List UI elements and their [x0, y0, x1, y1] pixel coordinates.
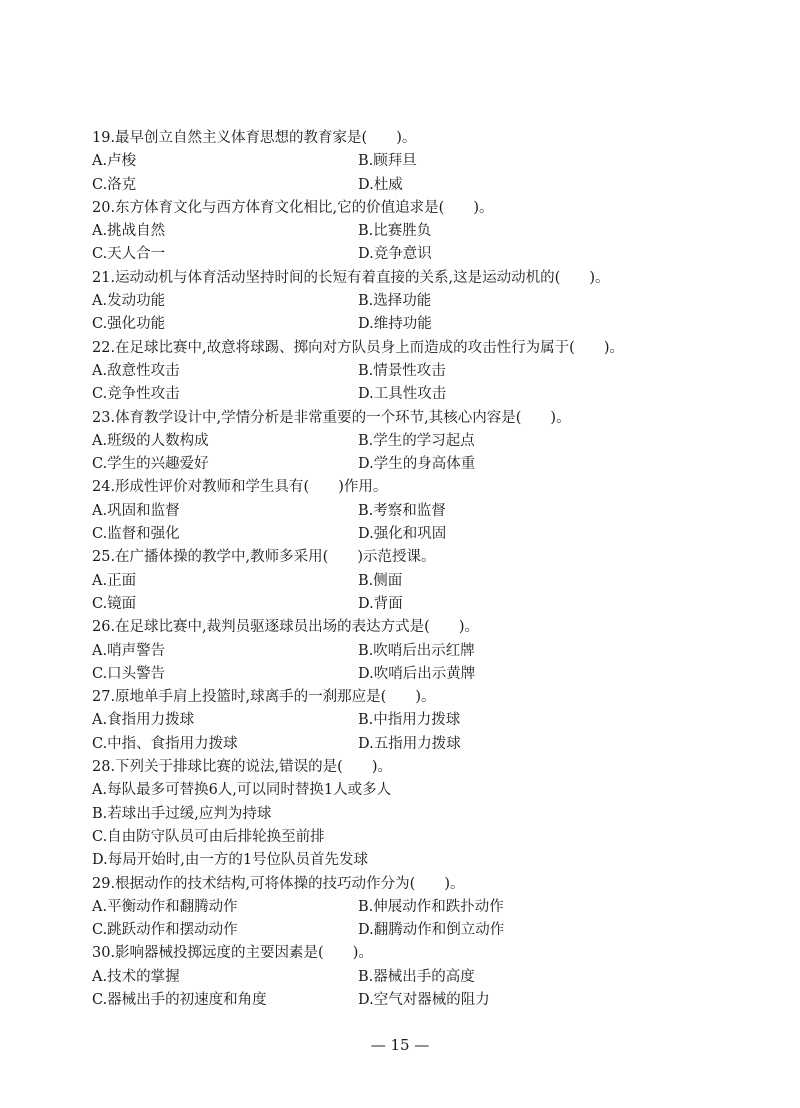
option-row [92, 500, 732, 523]
answer-option: B.侧面 [358, 572, 403, 589]
answer-option: B.选择功能 [358, 293, 432, 310]
question-stem: 21.运动动机与体育活动坚持时间的长短有着直接的关系,这是运动动机的( )。 [92, 269, 610, 286]
answer-option: D.维持功能 [358, 316, 432, 333]
option-row [92, 593, 732, 616]
answer-option: C.天人合一 [92, 246, 166, 263]
answer-option: C.学生的兴趣爱好 [92, 456, 209, 473]
option-row [92, 733, 732, 756]
option-row [92, 220, 732, 243]
question-stem: 30.影响器械投掷远度的主要因素是( )。 [92, 945, 373, 962]
answer-option: A.发动功能 [92, 293, 166, 310]
answer-option: B.若球出手过缓,应判为持球 [92, 805, 272, 822]
answer-option: A.平衡动作和翻腾动作 [92, 898, 238, 915]
answer-option: C.强化功能 [92, 316, 166, 333]
answer-option: D.杜威 [358, 176, 403, 193]
page-number: — 15 — [370, 1036, 430, 1054]
answer-option: D.吹哨后出示黄牌 [358, 665, 476, 682]
question-stem: 19.最早创立自然主义体育思想的教育家是( )。 [92, 130, 417, 146]
answer-option: D.翻腾动作和倒立动作 [358, 922, 505, 939]
option-row [92, 989, 732, 1012]
option-row [92, 919, 732, 942]
answer-option: D.背面 [358, 595, 403, 612]
question-stem: 25.在广播体操的教学中,教师多采用( )示范授课。 [92, 549, 436, 566]
answer-option: A.每队最多可替换6人,可以同时替换1人或多人 [92, 782, 392, 799]
answer-option: C.洛克 [92, 176, 137, 193]
answer-option: D.空气对器械的阻力 [358, 991, 490, 1008]
option-row [92, 174, 732, 197]
option-row [92, 360, 732, 383]
answer-option: B.中指用力拨球 [358, 712, 461, 729]
answer-option: A.技术的掌握 [92, 968, 180, 985]
answer-option: C.跳跃动作和摆动动作 [92, 922, 238, 939]
answer-option: A.巩固和监督 [92, 502, 180, 519]
answer-option: C.自由防守队员可由后排轮换至前排 [92, 828, 325, 845]
answer-option: B.伸展动作和跌扑动作 [358, 898, 504, 915]
option-row [92, 290, 732, 313]
answer-option: C.口头警告 [92, 665, 166, 682]
answer-option: A.卢梭 [92, 153, 137, 170]
question-stem: 28.下列关于排球比赛的说法,错误的是( )。 [92, 759, 392, 776]
option-row [92, 709, 732, 732]
option-row [92, 663, 732, 686]
answer-option: A.正面 [92, 572, 137, 589]
answer-option: C.镜面 [92, 595, 137, 612]
answer-option: B.吹哨后出示红牌 [358, 642, 475, 659]
answer-option: B.器械出手的高度 [358, 968, 475, 985]
answer-option: C.监督和强化 [92, 526, 180, 543]
answer-option: D.学生的身高体重 [358, 456, 476, 473]
option-row [92, 966, 732, 989]
answer-option: B.比赛胜负 [358, 223, 432, 240]
answer-option: D.每局开始时,由一方的1号位队员首先发球 [92, 852, 369, 869]
question-stem: 22.在足球比赛中,故意将球踢、掷向对方队员身上而造成的攻击性行为属于( )。 [92, 339, 624, 356]
answer-option: C.器械出手的初速度和角度 [92, 991, 267, 1008]
option-row [92, 570, 732, 593]
option-row [92, 383, 732, 406]
question-stem: 29.根据动作的技术结构,可将体操的技巧动作分为( )。 [92, 875, 465, 892]
option-row [92, 640, 732, 663]
answer-option: D.工具性攻击 [358, 386, 447, 403]
answer-option: B.顾拜旦 [358, 153, 417, 170]
answer-option: A.敌意性攻击 [92, 362, 180, 379]
answer-option: A.食指用力拨球 [92, 712, 195, 729]
answer-option: A.哨声警告 [92, 642, 166, 659]
option-row [92, 243, 732, 266]
question-stem: 27.原地单手肩上投篮时,球离手的一刹那应是( )。 [92, 689, 436, 706]
answer-option: A.班级的人数构成 [92, 432, 209, 449]
question-stem: 23.体育教学设计中,学情分析是非常重要的一个环节,其核心内容是( )。 [92, 409, 571, 426]
answer-option: D.强化和巩固 [358, 526, 447, 543]
question-stem: 26.在足球比赛中,裁判员驱逐球员出场的表达方式是( )。 [92, 619, 479, 636]
option-row [92, 313, 732, 336]
answer-option: B.学生的学习起点 [358, 432, 475, 449]
question-stem: 20.东方体育文化与西方体育文化相比,它的价值追求是( )。 [92, 199, 494, 216]
option-row [92, 523, 732, 546]
question-stem: 24.形成性评价对教师和学生具有( )作用。 [92, 479, 388, 496]
question-list [92, 127, 732, 1012]
option-row [92, 430, 732, 453]
answer-option: B.情景性攻击 [358, 362, 446, 379]
answer-option: C.中指、食指用力拨球 [92, 735, 238, 752]
answer-option: B.考察和监督 [358, 502, 446, 519]
option-row [92, 453, 732, 476]
answer-option: D.竞争意识 [358, 246, 432, 263]
answer-option: A.挑战自然 [92, 223, 166, 240]
option-row [92, 896, 732, 919]
option-row [92, 150, 732, 173]
answer-option: D.五指用力拨球 [358, 735, 461, 752]
answer-option: C.竞争性攻击 [92, 386, 180, 403]
